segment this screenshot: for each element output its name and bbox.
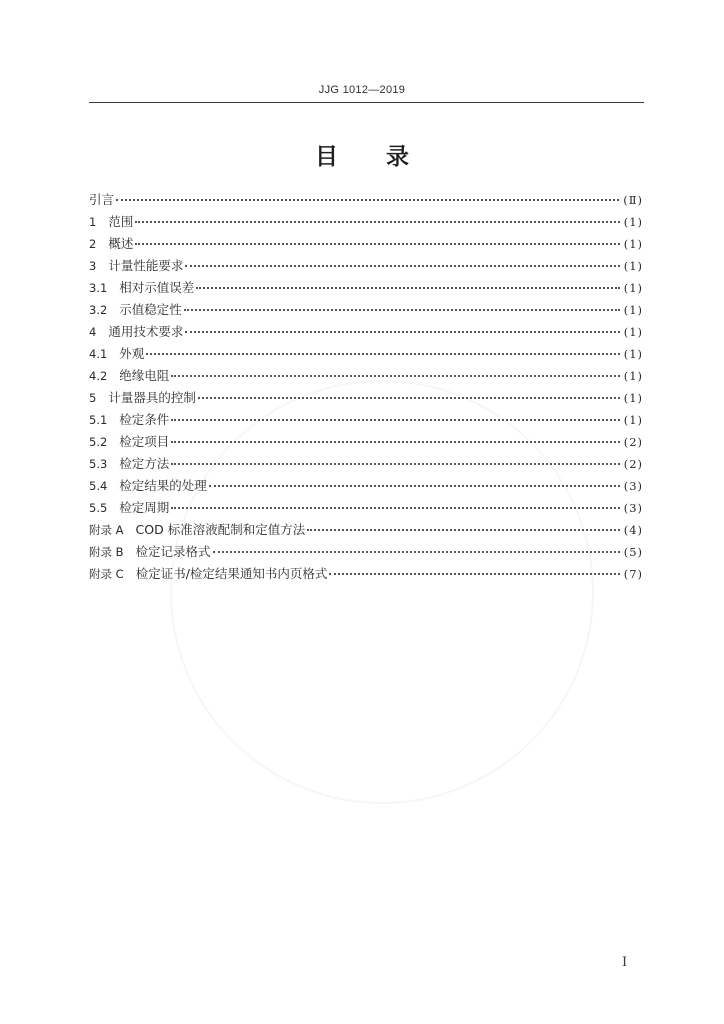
toc-entry-number: 3 xyxy=(89,259,97,273)
toc-entry-page: (1) xyxy=(623,281,643,295)
toc-dot-leader xyxy=(116,187,619,201)
toc-entry-page: (1) xyxy=(623,237,643,251)
toc-dot-leader xyxy=(171,451,619,465)
toc-dot-leader xyxy=(329,561,619,575)
toc-entry-page: (1) xyxy=(623,325,643,339)
toc-entry-page: (7) xyxy=(623,567,643,581)
toc-entry-page: (1) xyxy=(623,347,643,361)
toc-entry-page: (1) xyxy=(623,259,643,273)
toc-entry-page: (3) xyxy=(623,501,643,515)
toc-entry-label: 检定项目 xyxy=(119,434,170,449)
toc-entry-label: 检定条件 xyxy=(119,412,170,427)
toc-entry-label: 相对示值误差 xyxy=(119,280,195,295)
page-number: I xyxy=(622,955,628,970)
toc-entry-number: 2 xyxy=(89,237,97,251)
toc-dot-leader xyxy=(185,253,619,267)
header-rule xyxy=(89,102,644,103)
toc-entry-label: 通用技术要求 xyxy=(108,324,184,339)
toc-entry-label: 检定结果的处理 xyxy=(119,478,207,493)
toc-dot-leader xyxy=(171,495,619,509)
toc-entry-label: COD 标准溶液配制和定值方法 xyxy=(135,522,306,537)
toc-entry-label: 计量性能要求 xyxy=(108,258,184,273)
toc-entry-page: (1) xyxy=(623,303,643,317)
toc-entry-number: 5.4 xyxy=(89,479,108,493)
toc-entry-number: 5.3 xyxy=(89,457,108,471)
toc-dot-leader xyxy=(198,385,620,399)
toc-entry-number: 1 xyxy=(89,215,97,229)
running-header: JJG 1012—2019 xyxy=(318,84,406,96)
toc-entry-page: (2) xyxy=(623,435,643,449)
page-title xyxy=(0,138,724,171)
toc-entry-label: 绝缘电阻 xyxy=(119,368,170,383)
toc-entry-page: (4) xyxy=(623,523,643,537)
toc-entry-page: (2) xyxy=(623,457,643,471)
toc-entry-label: 外观 xyxy=(119,346,145,361)
toc-entry-number: 3.1 xyxy=(89,281,108,295)
toc-entry-number: 附录 C xyxy=(89,567,124,581)
toc-dot-leader xyxy=(196,275,619,289)
toc-entry-number: 附录 B xyxy=(89,545,124,559)
toc-entry-label: 示值稳定性 xyxy=(119,302,182,317)
toc-dot-leader xyxy=(209,473,620,487)
toc-entry-page: (3) xyxy=(623,479,643,493)
toc-entry-number: 5.5 xyxy=(89,501,108,515)
toc-dot-leader xyxy=(135,231,619,245)
toc-entry-number: 5.1 xyxy=(89,413,108,427)
toc-entry-number: 附录 A xyxy=(89,523,124,537)
title-char-2: 录 xyxy=(386,144,409,170)
toc-entry-number: 4.1 xyxy=(89,347,108,361)
toc-dot-leader xyxy=(307,517,620,531)
toc-entry-number: 5 xyxy=(89,391,97,405)
toc-entry-number: 5.2 xyxy=(89,435,108,449)
toc-entry-number: 4 xyxy=(89,325,97,339)
toc-entry-number: 4.2 xyxy=(89,369,108,383)
toc-entry-page: (1) xyxy=(623,369,643,383)
toc-entry-label: 概述 xyxy=(108,236,134,251)
toc-entry-label: 检定记录格式 xyxy=(135,544,211,559)
toc-dot-leader xyxy=(185,319,619,333)
toc-entry-number: 3.2 xyxy=(89,303,108,317)
toc-entry-appendix-c[interactable] xyxy=(89,564,643,586)
toc-entry-page: (1) xyxy=(623,215,643,229)
table-of-contents xyxy=(89,190,643,586)
toc-entry-page: (1) xyxy=(623,391,643,405)
toc-entry-page: (1) xyxy=(623,413,643,427)
toc-entry-page: (5) xyxy=(623,545,643,559)
toc-entry-label: 检定方法 xyxy=(119,456,170,471)
toc-entry-page: (Ⅱ) xyxy=(623,193,643,207)
toc-dot-leader xyxy=(213,539,620,553)
toc-entry-label: 检定周期 xyxy=(119,500,170,515)
toc-entry-label: 范围 xyxy=(108,214,134,229)
toc-dot-leader xyxy=(171,429,619,443)
toc-dot-leader xyxy=(135,209,619,223)
toc-entry-label: 计量器具的控制 xyxy=(108,390,196,405)
toc-entry-label: 检定证书/检定结果通知书内页格式 xyxy=(135,566,328,581)
toc-dot-leader xyxy=(146,341,619,355)
title-char-1: 目 xyxy=(315,144,338,170)
toc-dot-leader xyxy=(184,297,620,311)
toc-entry-label: 引言 xyxy=(89,192,115,207)
toc-dot-leader xyxy=(171,363,619,377)
toc-dot-leader xyxy=(171,407,619,421)
